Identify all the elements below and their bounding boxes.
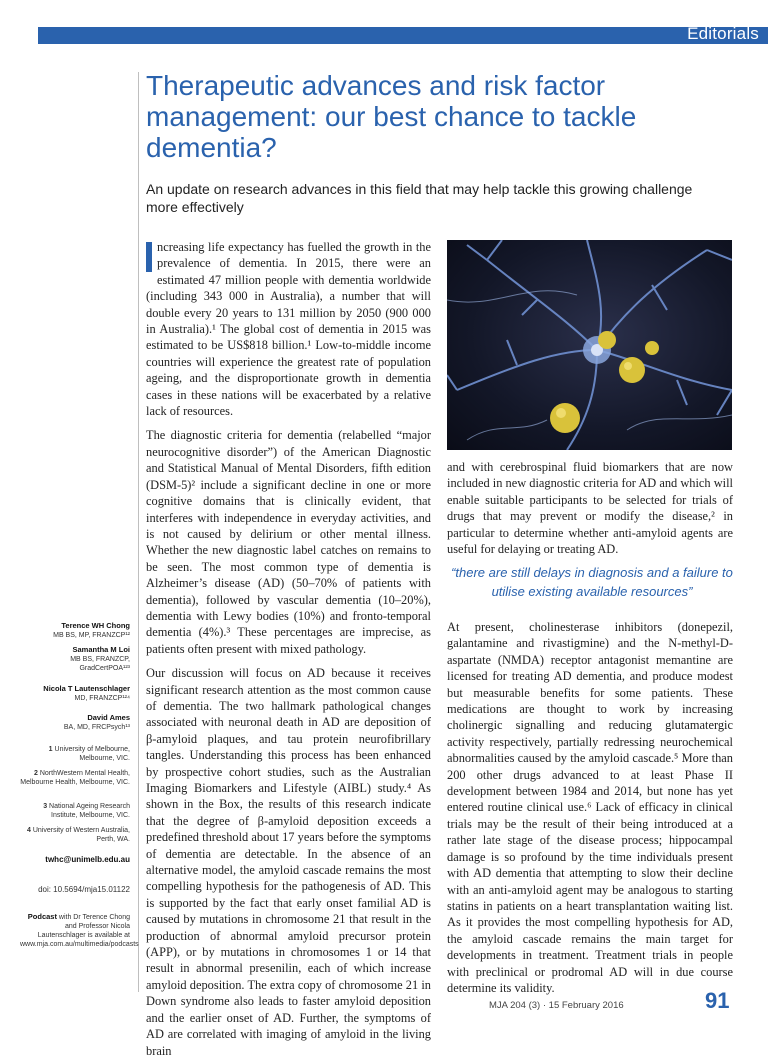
pull-quote: “there are still delays in diagnosis and a failure to utilise existing available resources” xyxy=(451,565,733,599)
author-4 xyxy=(20,713,130,732)
page-number: 91 xyxy=(705,988,730,1013)
section-header-bar xyxy=(38,24,768,44)
paragraph-ad-discussion: Our discussion will focus on AD because it receives significant research attention as the most common cause of dementia. The two hallmark pathological changes associated with neuronal death in AD are deposition of β-amyloid plaques, and tau protein neurofibrillary tangles. Understanding this process has been enhanced by prospective cohort studies, such as the Australian Imaging Biomarkers and Lifestyle (AIBL) study.⁴ As shown in the Box, the results of this research indicate that the degree of β-amyloid deposition exceeds a predefined threshold about 17 years before the symptoms of dementia are detectable. In the absence of an alternative model, the amyloid cascade remains the most compelling hypothesis for the pathogenesis of AD. This is supported by the fact that early onset familial AD is caused by mutations in chromosome 21 that result in the production of abnormal amyloid precursor protein (APP), or by mutations in chromosomes 1 or 14 that result in abnormal presenilin, each of which increase amyloid deposition. The extra copy of chromosome 21 in Down syndrome also leads to faster amyloid deposition and the earlier onset of AD. Further, the symptoms of AD are correlated with imaging of amyloid in the living brain xyxy=(146,666,431,1058)
paragraph-intro xyxy=(146,239,431,419)
paragraph-diagnostic-criteria: The diagnostic criteria for dementia (relabelled “major neurocognitive disorder”) of the American Diagnostic and Statistical Manual of Mental Disorders, fifth edition (DSM-5)² include a significant decline in one or more cognitive domains that is clinically evident, that interferes with independence in everyday activities, and is not caused by delirium or other mental illness. Whether the new diagnostic label catches on remains to be seen. The most common type of dementia is Alzheimer’s disease (AD) (50–70% of patients with dementia), followed by vascular dementia (10–20%), dementia with Lewy bodies (10%) and fronto-temporal dementia (4%).³ These percentages are imprecise, as patients often present with mixed pathology. xyxy=(146,428,431,656)
paragraph-treatments: At present, cholinesterase inhibitors (donepezil, galantamine and rivastigmine) and the N-methyl-D-aspartate (NMDA) receptor antagonist memantine are licensed for treating AD dementia, and produce modest but measurable benefits for some patients. These medications are thought to work by increasing cholinergic signalling and reducing glutamatergic activity respectively, partially redressing neurochemical abnormalities caused by the amyloid cascade.⁵ More than 200 other drugs advanced to at least Phase II development between 1984 and 2014, but none has yet entered routine clinical use.⁶ Lack of efficacy in clinical trials may be the result of their being introduced at a rather late stage of the disease process; hippocampal damage is so profound by the time individuals present with AD dementia that attempting to slow their decline with an anti-amyloid agent may be analogous to starting statins in patients on a heart transplantation waiting list. As it provides the most compelling hypothesis for AD, the amyloid cascade remains the main target for developments in treatment. Treatment trials in people with preclinical or prodromal AD will in due course determine its validity. xyxy=(447,620,733,995)
neuron-illustration xyxy=(447,240,732,450)
affiliation-number: 4 xyxy=(27,827,31,834)
contact-email[interactable]: twhc@unimelb.edu.au xyxy=(45,855,130,864)
author-credentials: MD, FRANZCP¹²⁴ xyxy=(74,695,130,702)
section-label: Editorials xyxy=(687,24,759,43)
doi[interactable]: doi: 10.5694/mja15.01122 xyxy=(38,885,130,894)
author-credentials: MB BS, MP, FRANZCP¹² xyxy=(53,632,130,639)
affiliation-number: 2 xyxy=(34,770,38,777)
affiliation-2 xyxy=(20,769,130,787)
body-column-2-top xyxy=(447,459,733,557)
paragraph-biomarkers: and with cerebrospinal fluid biomarkers that are now included in new diagnostic criteria for AD and which will enable suitable participants to be selected for trials of drugs that may prevent or modify the disease,² in particular to determine whether anti-amyloid agents are useful for delaying or treating AD. xyxy=(447,460,733,557)
affiliation-text: National Ageing Research Institute, Melbourne, VIC. xyxy=(49,803,130,819)
body-column-1 xyxy=(146,239,431,1059)
author-credentials: MB BS, FRANZCP, GradCertPOA¹²³ xyxy=(70,656,130,672)
article-title: Therapeutic advances and risk factor management: our best chance to tackle dementia? xyxy=(146,70,637,163)
author-name: Nicola T Lautenschlager xyxy=(43,684,130,693)
drop-cap-bar xyxy=(146,242,152,272)
paragraph-intro-text: ncreasing life expectancy has fuelled the growth in the prevalence of dementia. In 2015, there were an estimated 47 million people with dementia worldwide (including 343 000 in Australia), a number that will double every 20 years to 131 million by 2050 (900 000 in Australia).¹ The global cost of dementia in 2015 was estimated to be US$818 billion.¹ Low-to-middle income countries will experience the greatest rate of population ageing, and the disproportionate growth in dementia cases in these nations will be exacerbated by a relative lack of resources. xyxy=(146,240,431,419)
author-credentials: BA, MD, FRCPsych¹³ xyxy=(63,724,130,731)
affiliation-text: NorthWestern Mental Health, Melbourne Health, Melbourne, VIC. xyxy=(20,770,130,786)
body-column-2-bottom xyxy=(447,619,733,996)
podcast-note xyxy=(20,912,139,949)
affiliation-3 xyxy=(20,802,130,820)
affiliation-1 xyxy=(20,745,130,763)
podcast-label: Podcast xyxy=(27,912,57,921)
sidebar-divider xyxy=(138,72,139,992)
author-name: Samantha M Loi xyxy=(72,645,130,654)
author-3 xyxy=(20,684,130,703)
affiliation-number: 3 xyxy=(43,803,48,810)
author-2 xyxy=(20,645,130,673)
author-name: David Ames xyxy=(87,713,130,722)
podcast-text: with Dr Terence Chong and Professor Nicola Lautenschlager is available at www.mja.com.au/multimedia/podcasts xyxy=(20,914,139,948)
author-name: Terence WH Chong xyxy=(61,621,130,630)
article-standfirst: An update on research advances in this field that may help tackle this growing challenge more effectively xyxy=(146,181,693,215)
affiliation-4 xyxy=(20,826,130,844)
affiliation-number: 1 xyxy=(48,746,53,753)
journal-citation: MJA 204 (3) · 15 February 2016 xyxy=(489,1000,624,1011)
affiliation-text: University of Western Australia, Perth, WA. xyxy=(32,827,130,843)
affiliation-text: University of Melbourne, Melbourne, VIC. xyxy=(54,746,130,762)
author-1 xyxy=(20,621,130,640)
